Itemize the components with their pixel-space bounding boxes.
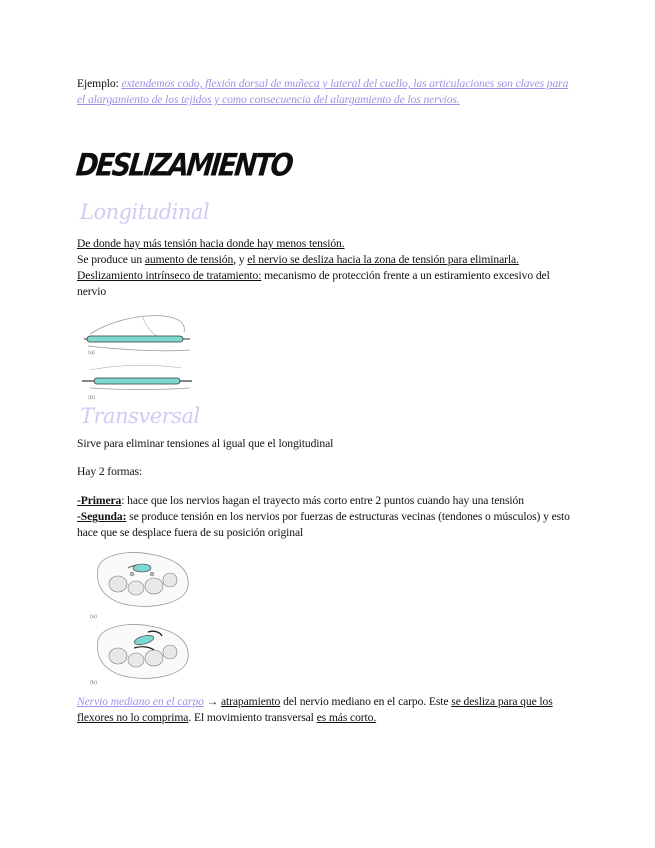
line3-part-b: mecanismo de protección frente a un estiramiento excesivo del nervio [77,269,550,298]
longitudinal-nerve-figure [82,306,194,402]
example-paragraph [77,76,577,108]
fig2-label-a: (a) [90,614,97,620]
longitudinal-line-1: De donde hay más tensión hacia donde hay menos tensión. [77,237,345,250]
section-title-longitudinal: Longitudinal [80,200,210,224]
section-title-transversal: Transversal [80,404,200,428]
transversal-line-1: Sirve para eliminar tensiones al igual que el longitudinal [77,437,334,450]
nerve-link[interactable]: Nervio mediano en el carpo [77,695,204,708]
line3-part-a: Deslizamiento intrínseco de tratamiento: [77,269,262,282]
transversal-carpal-figure [88,546,196,686]
fig1-label-a: (a) [88,350,95,356]
nerve-part-a: atrapamiento [220,695,281,708]
longitudinal-text [77,236,577,300]
first-text: : hace que los nervios hagan el trayecto más corto entre 2 puntos cuando hay una tensión [121,494,524,507]
example-label: Ejemplo: [77,77,119,90]
nerve-part-c: se desliza para que los flexores no lo comprima [77,695,553,724]
longitudinal-line-2 [77,252,577,268]
nerve-arrow: → [203,695,221,708]
nerve-part-e: es más corto. [316,711,377,724]
line2-part-d: el nervio se desliza hacia la zona de tensión para eliminarla. [247,253,519,266]
line2-part-a: Se produce un [77,253,145,266]
second-label: -Segunda: [77,510,127,523]
transversal-line-2: Hay 2 formas: [77,465,143,478]
longitudinal-line-3 [77,268,577,300]
fig2-label-b: (b) [90,680,98,686]
second-text: se produce tensión en los nervios por fuerzas de estructuras vecinas (tendones o músculos) y esto hace que se desplace fuera de su posición original [77,510,570,539]
fig1-label-b: (b) [88,395,96,401]
transversal-first [77,493,577,509]
nerve-part-b: del nervio mediano en el carpo. Este [280,695,452,708]
line2-part-b: aumento de tensión [144,253,234,266]
nerve-part-d: . El movimiento transversal [188,711,317,724]
transversal-second [77,509,577,541]
line2-part-c: , y [233,253,248,266]
heading-deslizamiento: DESLIZAMIENTO [74,148,293,184]
first-label: -Primera [77,494,122,507]
nerve-paragraph [77,694,577,726]
example-link-text[interactable]: extendemos codo, flexión dorsal de muñeca y lateral del cuello, las articulaciones son claves para el alargamiento de los tejidos y como consecuencia del alargamiento de los nervios. [77,77,569,106]
